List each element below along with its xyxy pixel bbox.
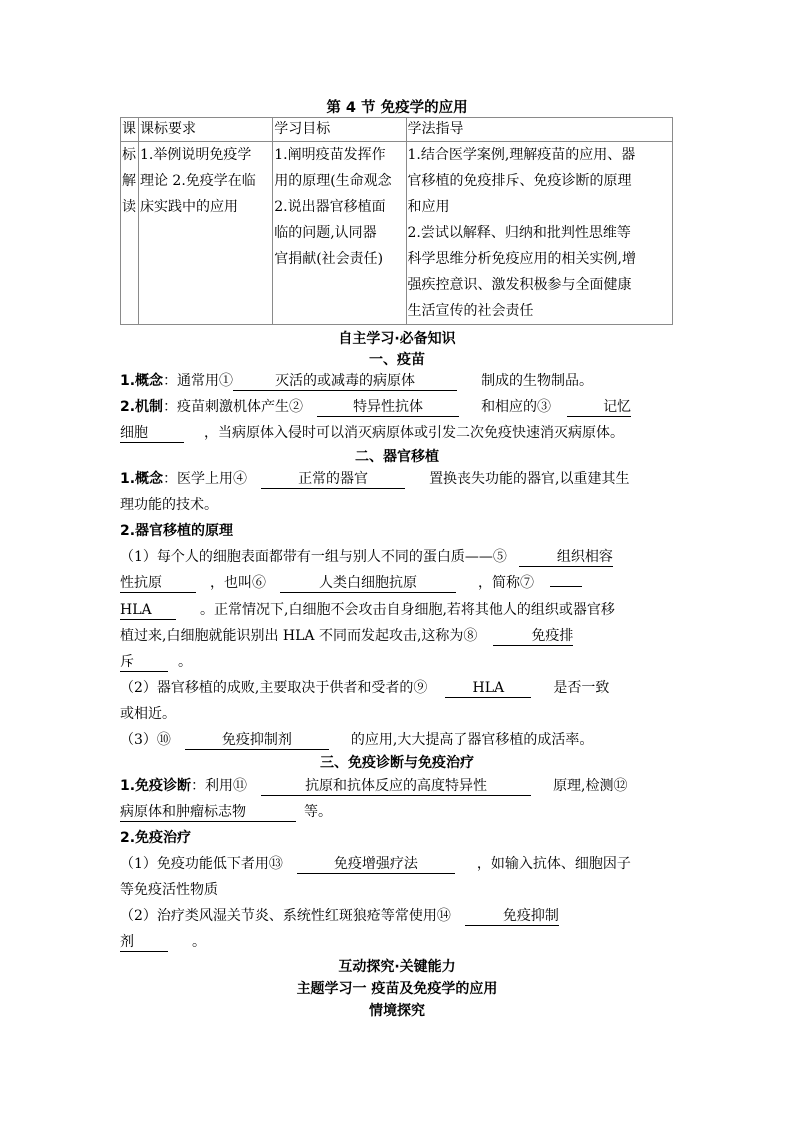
answer-blank: 灭活的或减毒的病原体 xyxy=(233,372,457,391)
item-label: 1.概念 xyxy=(120,471,164,487)
guide-line: 官移植的免疫排斥、免疫诊断的原理 xyxy=(407,173,632,189)
text-line: 或相近。 xyxy=(120,706,176,722)
guide-line: 科学思维分析免疫应用的相关实例,增 xyxy=(407,251,636,267)
text-line xyxy=(120,547,613,567)
row-label-char: 标 xyxy=(122,147,136,163)
item-label: 2.机制 xyxy=(120,399,164,415)
section-heading: 主题学习一 疫苗及免疫学的应用 xyxy=(296,981,498,997)
header-cell: 学法指导 xyxy=(406,118,673,142)
text-line xyxy=(120,371,593,391)
text-line xyxy=(120,802,332,822)
text: 。 xyxy=(192,934,206,950)
section-heading: 二、器官移植 xyxy=(355,449,439,465)
text-line xyxy=(120,854,631,874)
text: 的应用,大大提高了器官移植的成活率。 xyxy=(350,732,594,748)
text-line xyxy=(120,397,631,417)
text: ，如输入抗体、细胞因子 xyxy=(476,856,631,872)
text-line: 理功能的技术。 xyxy=(120,497,218,513)
requirement-line: 床实践中的应用 xyxy=(139,199,238,215)
text-line xyxy=(120,573,582,593)
answer-blank: 人类白细胞抗原 xyxy=(280,574,456,593)
text-line: 等免疫活性物质 xyxy=(120,882,218,898)
answer-blank: 病原体和肿瘤标志物 xyxy=(120,803,296,822)
text: （2）器官移植的成败,主要取决于供者和受者的⑨ xyxy=(120,680,428,696)
text-line xyxy=(120,626,573,646)
header-cell: 学习目标 xyxy=(273,118,406,142)
goal-line: 用的原理(生命观念 xyxy=(274,173,392,189)
item-label: 2.器官移植的原理 xyxy=(120,523,234,539)
answer-blank: 剂 xyxy=(120,933,168,952)
text-line xyxy=(120,600,615,620)
text: ：医学上用④ xyxy=(163,471,248,487)
answer-blank: 免疫排 xyxy=(493,627,573,646)
text: 置换丧失功能的器官,以重建其生 xyxy=(429,471,630,487)
text: ，当病原体入侵时可以消灭病原体或引发二次免疫快速消灭病原体。 xyxy=(204,425,624,441)
answer-blank: 免疫抑制剂 xyxy=(185,731,329,750)
guide-line: 2.尝试以解释、归纳和批判性思维等 xyxy=(407,225,631,241)
text: ：利用⑪ xyxy=(191,778,248,794)
section-heading: 互动探究·关键能力 xyxy=(338,959,456,975)
goal-cell xyxy=(273,142,406,325)
answer-blank: 正常的器官 xyxy=(261,470,405,489)
item-label: 1.概念 xyxy=(120,373,164,389)
guide-line: 生活宣传的社会责任 xyxy=(407,303,534,319)
text: ，也叫⑥ xyxy=(210,575,266,591)
answer-blank: 免疫增强疗法 xyxy=(297,855,455,874)
text: （1）免疫功能低下者用⑬ xyxy=(120,856,283,872)
item-label: 1.免疫诊断 xyxy=(120,778,192,794)
guide-cell xyxy=(406,142,673,325)
text-line xyxy=(120,678,609,698)
text: 和相应的③ xyxy=(481,399,552,415)
text-line xyxy=(120,469,630,489)
answer-blank: 组织相容 xyxy=(519,548,613,567)
item-label: 2.免疫治疗 xyxy=(120,830,192,846)
text: 制成的生物制品。 xyxy=(481,373,594,389)
goal-line: 1.阐明疫苗发挥作 xyxy=(274,147,386,163)
header-cell: 课 xyxy=(121,118,139,142)
section-heading: 一、疫苗 xyxy=(369,352,425,368)
text-line xyxy=(120,932,206,952)
requirement-line: 理论 2.免疫学在临 xyxy=(139,173,256,189)
header-cell: 课标要求 xyxy=(138,118,272,142)
goal-line: 临的问题,认同器 xyxy=(274,225,377,241)
text-line xyxy=(120,906,559,926)
objectives-table xyxy=(120,117,673,325)
section-heading: 自主学习·必备知识 xyxy=(338,331,456,347)
answer-blank: 斥 xyxy=(120,653,168,672)
section-heading: 三、免疫诊断与免疫治疗 xyxy=(320,755,474,771)
goal-line: 2.说出器官移植面 xyxy=(274,199,386,215)
text: ，简称⑦ xyxy=(478,575,534,591)
text-line xyxy=(120,776,628,796)
text: ：疫苗刺激机体产生② xyxy=(163,399,304,415)
text: 原理,检测⑫ xyxy=(553,778,628,794)
answer-blank: 抗原和抗体反应的高度特异性 xyxy=(261,777,531,796)
answer-blank: 记忆 xyxy=(567,398,631,417)
goal-line: 官捐献(社会责任) xyxy=(274,251,384,267)
answer-blank: 免疫抑制 xyxy=(465,907,559,926)
text-line xyxy=(120,652,192,672)
table-header-row xyxy=(121,118,673,142)
guide-line: 和应用 xyxy=(407,199,450,215)
requirement-line: 1.举例说明免疫学 xyxy=(139,147,252,163)
page-title: 第 4 节 免疫学的应用 xyxy=(326,100,468,116)
row-label-char: 解 xyxy=(122,173,136,189)
text: ：通常用① xyxy=(163,373,234,389)
guide-line: 强疾控意识、激发积极参与全面健康 xyxy=(407,277,632,293)
table-row xyxy=(121,142,673,325)
text: 。正常情况下,白细胞不会攻击自身细胞,若将其他人的组织或器官移 xyxy=(200,602,615,618)
text: 是否一致 xyxy=(553,680,610,696)
row-label-cell xyxy=(121,142,139,325)
answer-blank xyxy=(550,586,582,587)
answer-blank: HLA xyxy=(445,679,531,698)
text: （1）每个人的细胞表面都带有一组与别人不同的蛋白质——⑤ xyxy=(120,549,507,565)
text: 植过来,白细胞就能识别出 HLA 不同而发起攻击,这称为⑧ xyxy=(120,628,478,644)
answer-blank: 细胞 xyxy=(120,424,184,443)
text: 等。 xyxy=(304,804,332,820)
guide-line: 1.结合医学案例,理解疫苗的应用、器 xyxy=(407,147,636,163)
text-line xyxy=(120,423,624,443)
answer-blank: 性抗原 xyxy=(120,574,196,593)
answer-blank: HLA xyxy=(120,601,176,620)
text: （2）治疗类风湿关节炎、系统性红斑狼疮等常使用⑭ xyxy=(120,908,451,924)
text: 。 xyxy=(178,654,192,670)
requirement-cell xyxy=(138,142,272,325)
text: （3）⑩ xyxy=(120,732,171,748)
answer-blank: 特异性抗体 xyxy=(317,398,459,417)
row-label-char: 读 xyxy=(122,199,136,215)
section-heading: 情境探究 xyxy=(369,1003,425,1019)
text-line xyxy=(120,730,593,750)
